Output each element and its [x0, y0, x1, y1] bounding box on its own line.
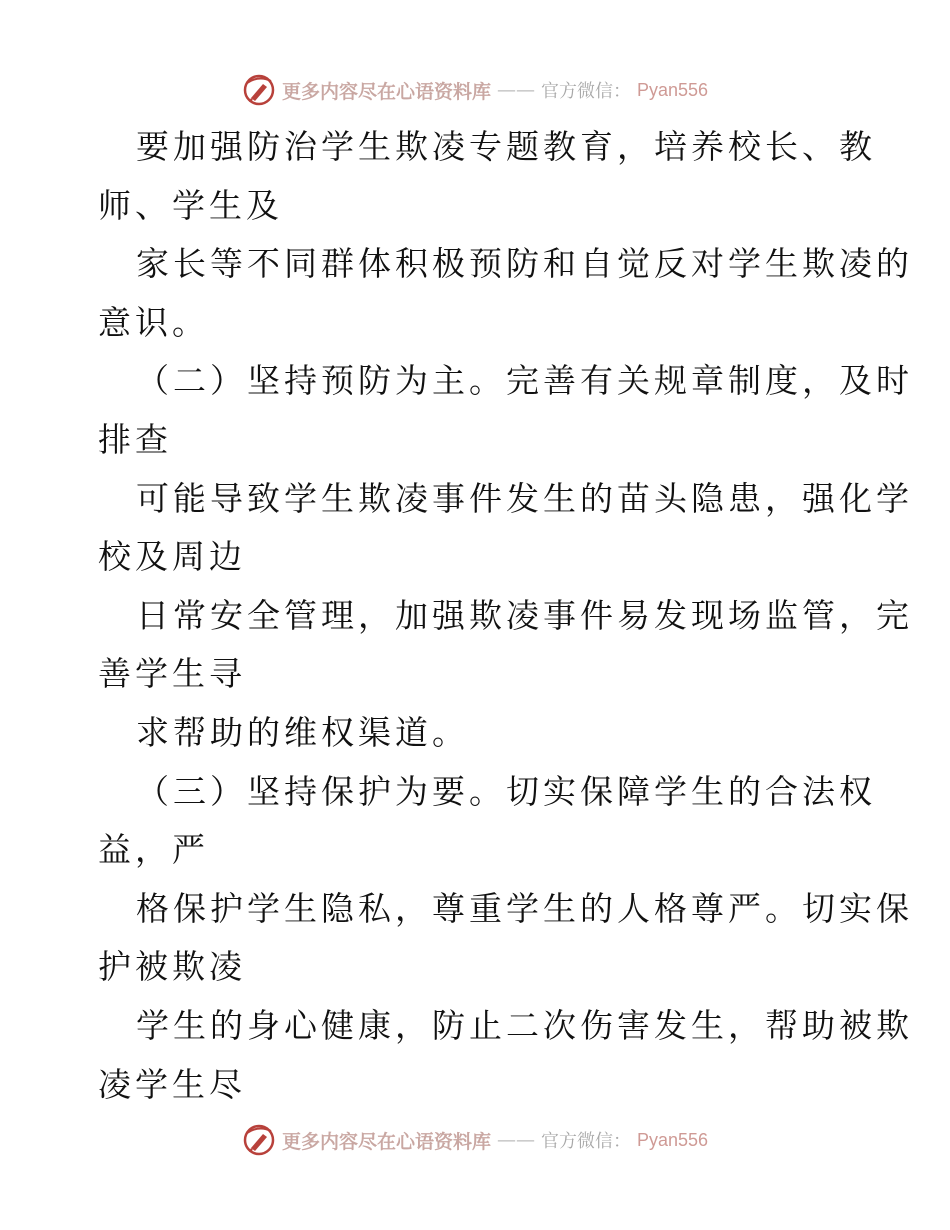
text-line: （三）坚持保护为要。切实保障学生的合法权: [136, 771, 876, 811]
text-line: 师、学生及: [98, 185, 283, 225]
text-line: 排查: [98, 419, 172, 459]
banner-wechat-id: Pyan556: [636, 79, 709, 100]
text-line: 意识。: [98, 302, 209, 342]
header-watermark-banner: [0, 70, 950, 110]
banner-wechat-id: Pyan556: [636, 1129, 709, 1150]
pen-logo-icon: [242, 73, 276, 107]
text-line: 益，严: [98, 830, 209, 870]
document-body: [98, 118, 913, 1114]
text-line: 善学生寻: [98, 654, 246, 694]
banner-wechat-label: 官方微信：: [540, 81, 631, 102]
text-line: 要加强防治学生欺凌专题教育，培养校长、教: [136, 127, 876, 166]
banner-main-text: 更多内容尽在心语资料库: [281, 1130, 491, 1153]
text-line: 护被欺凌: [98, 947, 246, 987]
text-line: 校及周边: [98, 537, 246, 577]
text-line: 可能导致学生欺凌事件发生的苗头隐患，强化学: [136, 478, 913, 518]
text-line: 学生的身心健康，防止二次伤害发生，帮助被欺: [136, 1005, 913, 1045]
banner-dash: ——: [496, 1129, 535, 1151]
banner-content: [242, 73, 708, 107]
banner-wechat-label: 官方微信：: [540, 1131, 631, 1152]
banner-main-text: 更多内容尽在心语资料库: [281, 80, 491, 103]
banner-dash: ——: [496, 79, 535, 101]
pen-logo-icon: [242, 1123, 276, 1157]
banner-content: [242, 1123, 708, 1157]
text-line: 凌学生尽: [98, 1064, 246, 1104]
text-line: 求帮助的维权渠道。: [136, 712, 469, 752]
text-line: 日常安全管理，加强欺凌事件易发现场监管，完: [136, 595, 913, 635]
footer-watermark-banner: [0, 1120, 950, 1160]
text-line: 家长等不同群体积极预防和自觉反对学生欺凌的: [136, 244, 913, 284]
text-line: 格保护学生隐私，尊重学生的人格尊严。切实保: [136, 888, 913, 928]
text-line: （二）坚持预防为主。完善有关规章制度，及时: [136, 361, 913, 401]
